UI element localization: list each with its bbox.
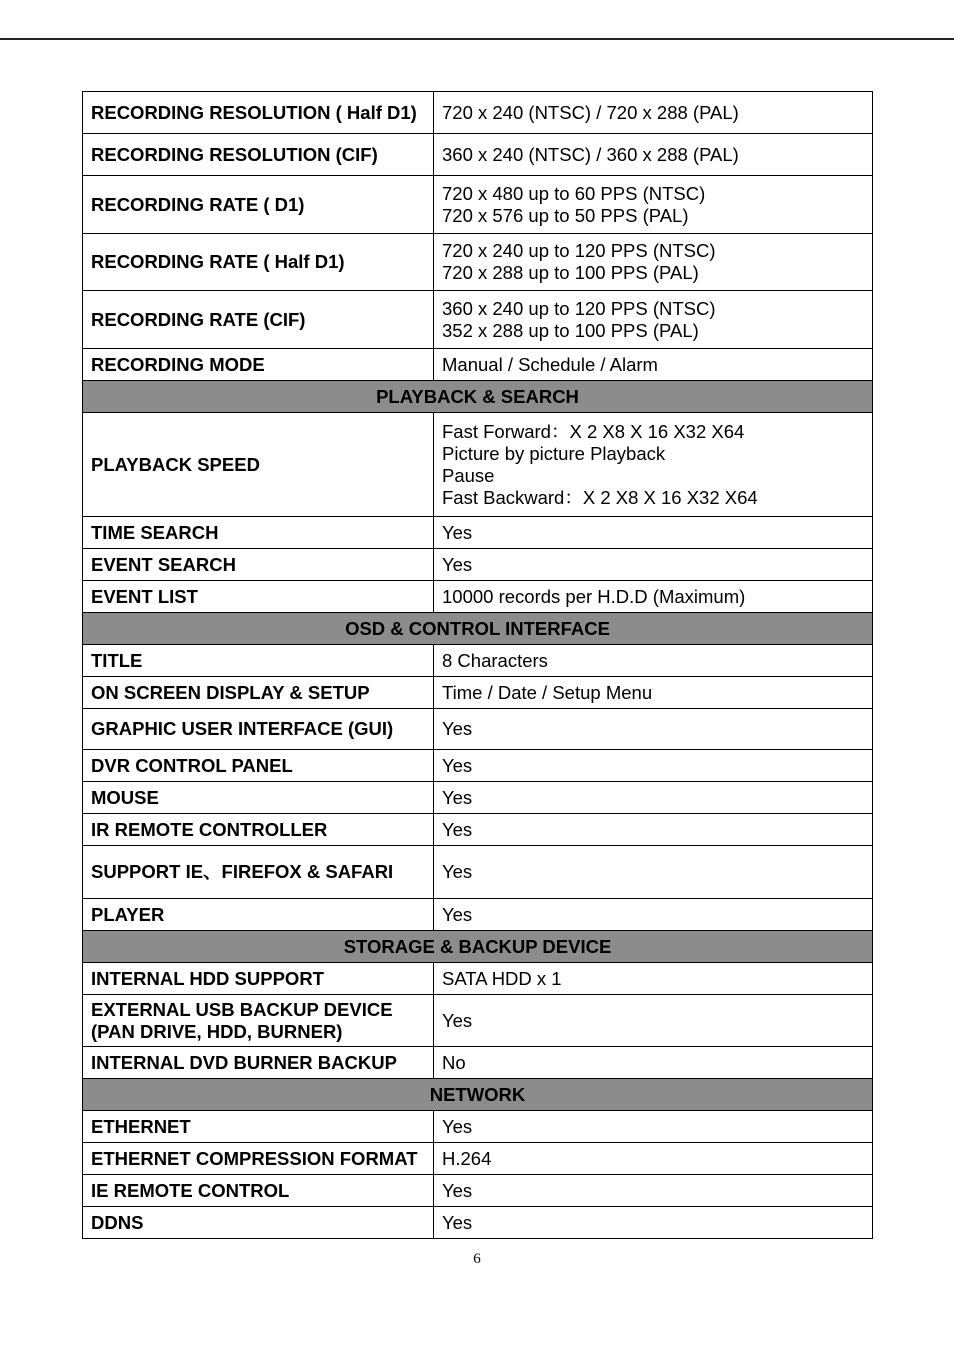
spec-label: TITLE — [83, 645, 434, 677]
spec-label: ON SCREEN DISPLAY & SETUP — [83, 677, 434, 709]
spec-row — [83, 517, 873, 549]
spec-value: Yes — [434, 517, 873, 549]
section-header-row — [83, 381, 873, 413]
spec-label: INTERNAL DVD BURNER BACKUP — [83, 1047, 434, 1079]
spec-label: INTERNAL HDD SUPPORT — [83, 963, 434, 995]
spec-row — [83, 677, 873, 709]
spec-value: 720 x 240 (NTSC) / 720 x 288 (PAL) — [434, 92, 873, 134]
spec-value: 720 x 480 up to 60 PPS (NTSC) 720 x 576 up to 50 PPS (PAL) — [434, 176, 873, 234]
spec-value: Yes — [434, 846, 873, 899]
spec-label: ETHERNET COMPRESSION FORMAT — [83, 1143, 434, 1175]
spec-value: 10000 records per H.D.D (Maximum) — [434, 581, 873, 613]
spec-row — [83, 995, 873, 1047]
spec-label: RECORDING RESOLUTION (CIF) — [83, 134, 434, 176]
header-rule — [0, 38, 954, 40]
spec-table — [82, 91, 873, 1239]
spec-label: MOUSE — [83, 782, 434, 814]
spec-value: Manual / Schedule / Alarm — [434, 349, 873, 381]
spec-value: SATA HDD x 1 — [434, 963, 873, 995]
spec-value: Fast Forward：X 2 X8 X 16 X32 X64 Picture by picture Playback Pause Fast Backward：X 2 X8 X 16 X32 X64 — [434, 413, 873, 517]
spec-label: ETHERNET — [83, 1111, 434, 1143]
spec-value: Yes — [434, 1111, 873, 1143]
spec-value: Yes — [434, 709, 873, 750]
spec-row — [83, 899, 873, 931]
spec-label: EXTERNAL USB BACKUP DEVICE (PAN DRIVE, HDD, BURNER) — [83, 995, 434, 1047]
spec-row — [83, 92, 873, 134]
spec-label: RECORDING RATE ( D1) — [83, 176, 434, 234]
spec-value: Time / Date / Setup Menu — [434, 677, 873, 709]
spec-label: PLAYBACK SPEED — [83, 413, 434, 517]
section-header-row — [83, 1079, 873, 1111]
spec-value: 360 x 240 (NTSC) / 360 x 288 (PAL) — [434, 134, 873, 176]
spec-row — [83, 234, 873, 291]
spec-label: IR REMOTE CONTROLLER — [83, 814, 434, 846]
spec-label: EVENT LIST — [83, 581, 434, 613]
section-header-row — [83, 931, 873, 963]
spec-row — [83, 645, 873, 677]
spec-value: Yes — [434, 782, 873, 814]
spec-row — [83, 963, 873, 995]
section-header-row — [83, 613, 873, 645]
spec-label: RECORDING RESOLUTION ( Half D1) — [83, 92, 434, 134]
spec-label: RECORDING RATE ( Half D1) — [83, 234, 434, 291]
spec-label: TIME SEARCH — [83, 517, 434, 549]
spec-row — [83, 549, 873, 581]
spec-row — [83, 1143, 873, 1175]
spec-row — [83, 349, 873, 381]
spec-row — [83, 134, 873, 176]
spec-value: Yes — [434, 1175, 873, 1207]
spec-row — [83, 291, 873, 349]
spec-row — [83, 413, 873, 517]
spec-value: Yes — [434, 899, 873, 931]
spec-row — [83, 846, 873, 899]
spec-row — [83, 176, 873, 234]
spec-row — [83, 1111, 873, 1143]
spec-row — [83, 1175, 873, 1207]
section-header: NETWORK — [83, 1079, 873, 1111]
spec-value: H.264 — [434, 1143, 873, 1175]
spec-label: EVENT SEARCH — [83, 549, 434, 581]
spec-label: PLAYER — [83, 899, 434, 931]
section-header: STORAGE & BACKUP DEVICE — [83, 931, 873, 963]
spec-value: Yes — [434, 814, 873, 846]
spec-row — [83, 581, 873, 613]
spec-table-body — [83, 92, 873, 1239]
spec-value: 360 x 240 up to 120 PPS (NTSC) 352 x 288 up to 100 PPS (PAL) — [434, 291, 873, 349]
spec-label: IE REMOTE CONTROL — [83, 1175, 434, 1207]
spec-value: 720 x 240 up to 120 PPS (NTSC) 720 x 288 up to 100 PPS (PAL) — [434, 234, 873, 291]
spec-label: DVR CONTROL PANEL — [83, 750, 434, 782]
spec-value: Yes — [434, 750, 873, 782]
spec-value: Yes — [434, 1207, 873, 1239]
spec-label: RECORDING MODE — [83, 349, 434, 381]
spec-label: SUPPORT IE、FIREFOX & SAFARI — [83, 846, 434, 899]
spec-row — [83, 814, 873, 846]
spec-row — [83, 750, 873, 782]
spec-label: GRAPHIC USER INTERFACE (GUI) — [83, 709, 434, 750]
spec-row — [83, 782, 873, 814]
spec-row — [83, 1207, 873, 1239]
section-header: OSD & CONTROL INTERFACE — [83, 613, 873, 645]
spec-value: Yes — [434, 549, 873, 581]
section-header: PLAYBACK & SEARCH — [83, 381, 873, 413]
spec-value: No — [434, 1047, 873, 1079]
spec-row — [83, 1047, 873, 1079]
spec-value: 8 Characters — [434, 645, 873, 677]
spec-row — [83, 709, 873, 750]
spec-label: RECORDING RATE (CIF) — [83, 291, 434, 349]
spec-value: Yes — [434, 995, 873, 1047]
page-number: 6 — [473, 1251, 481, 1267]
spec-label: DDNS — [83, 1207, 434, 1239]
